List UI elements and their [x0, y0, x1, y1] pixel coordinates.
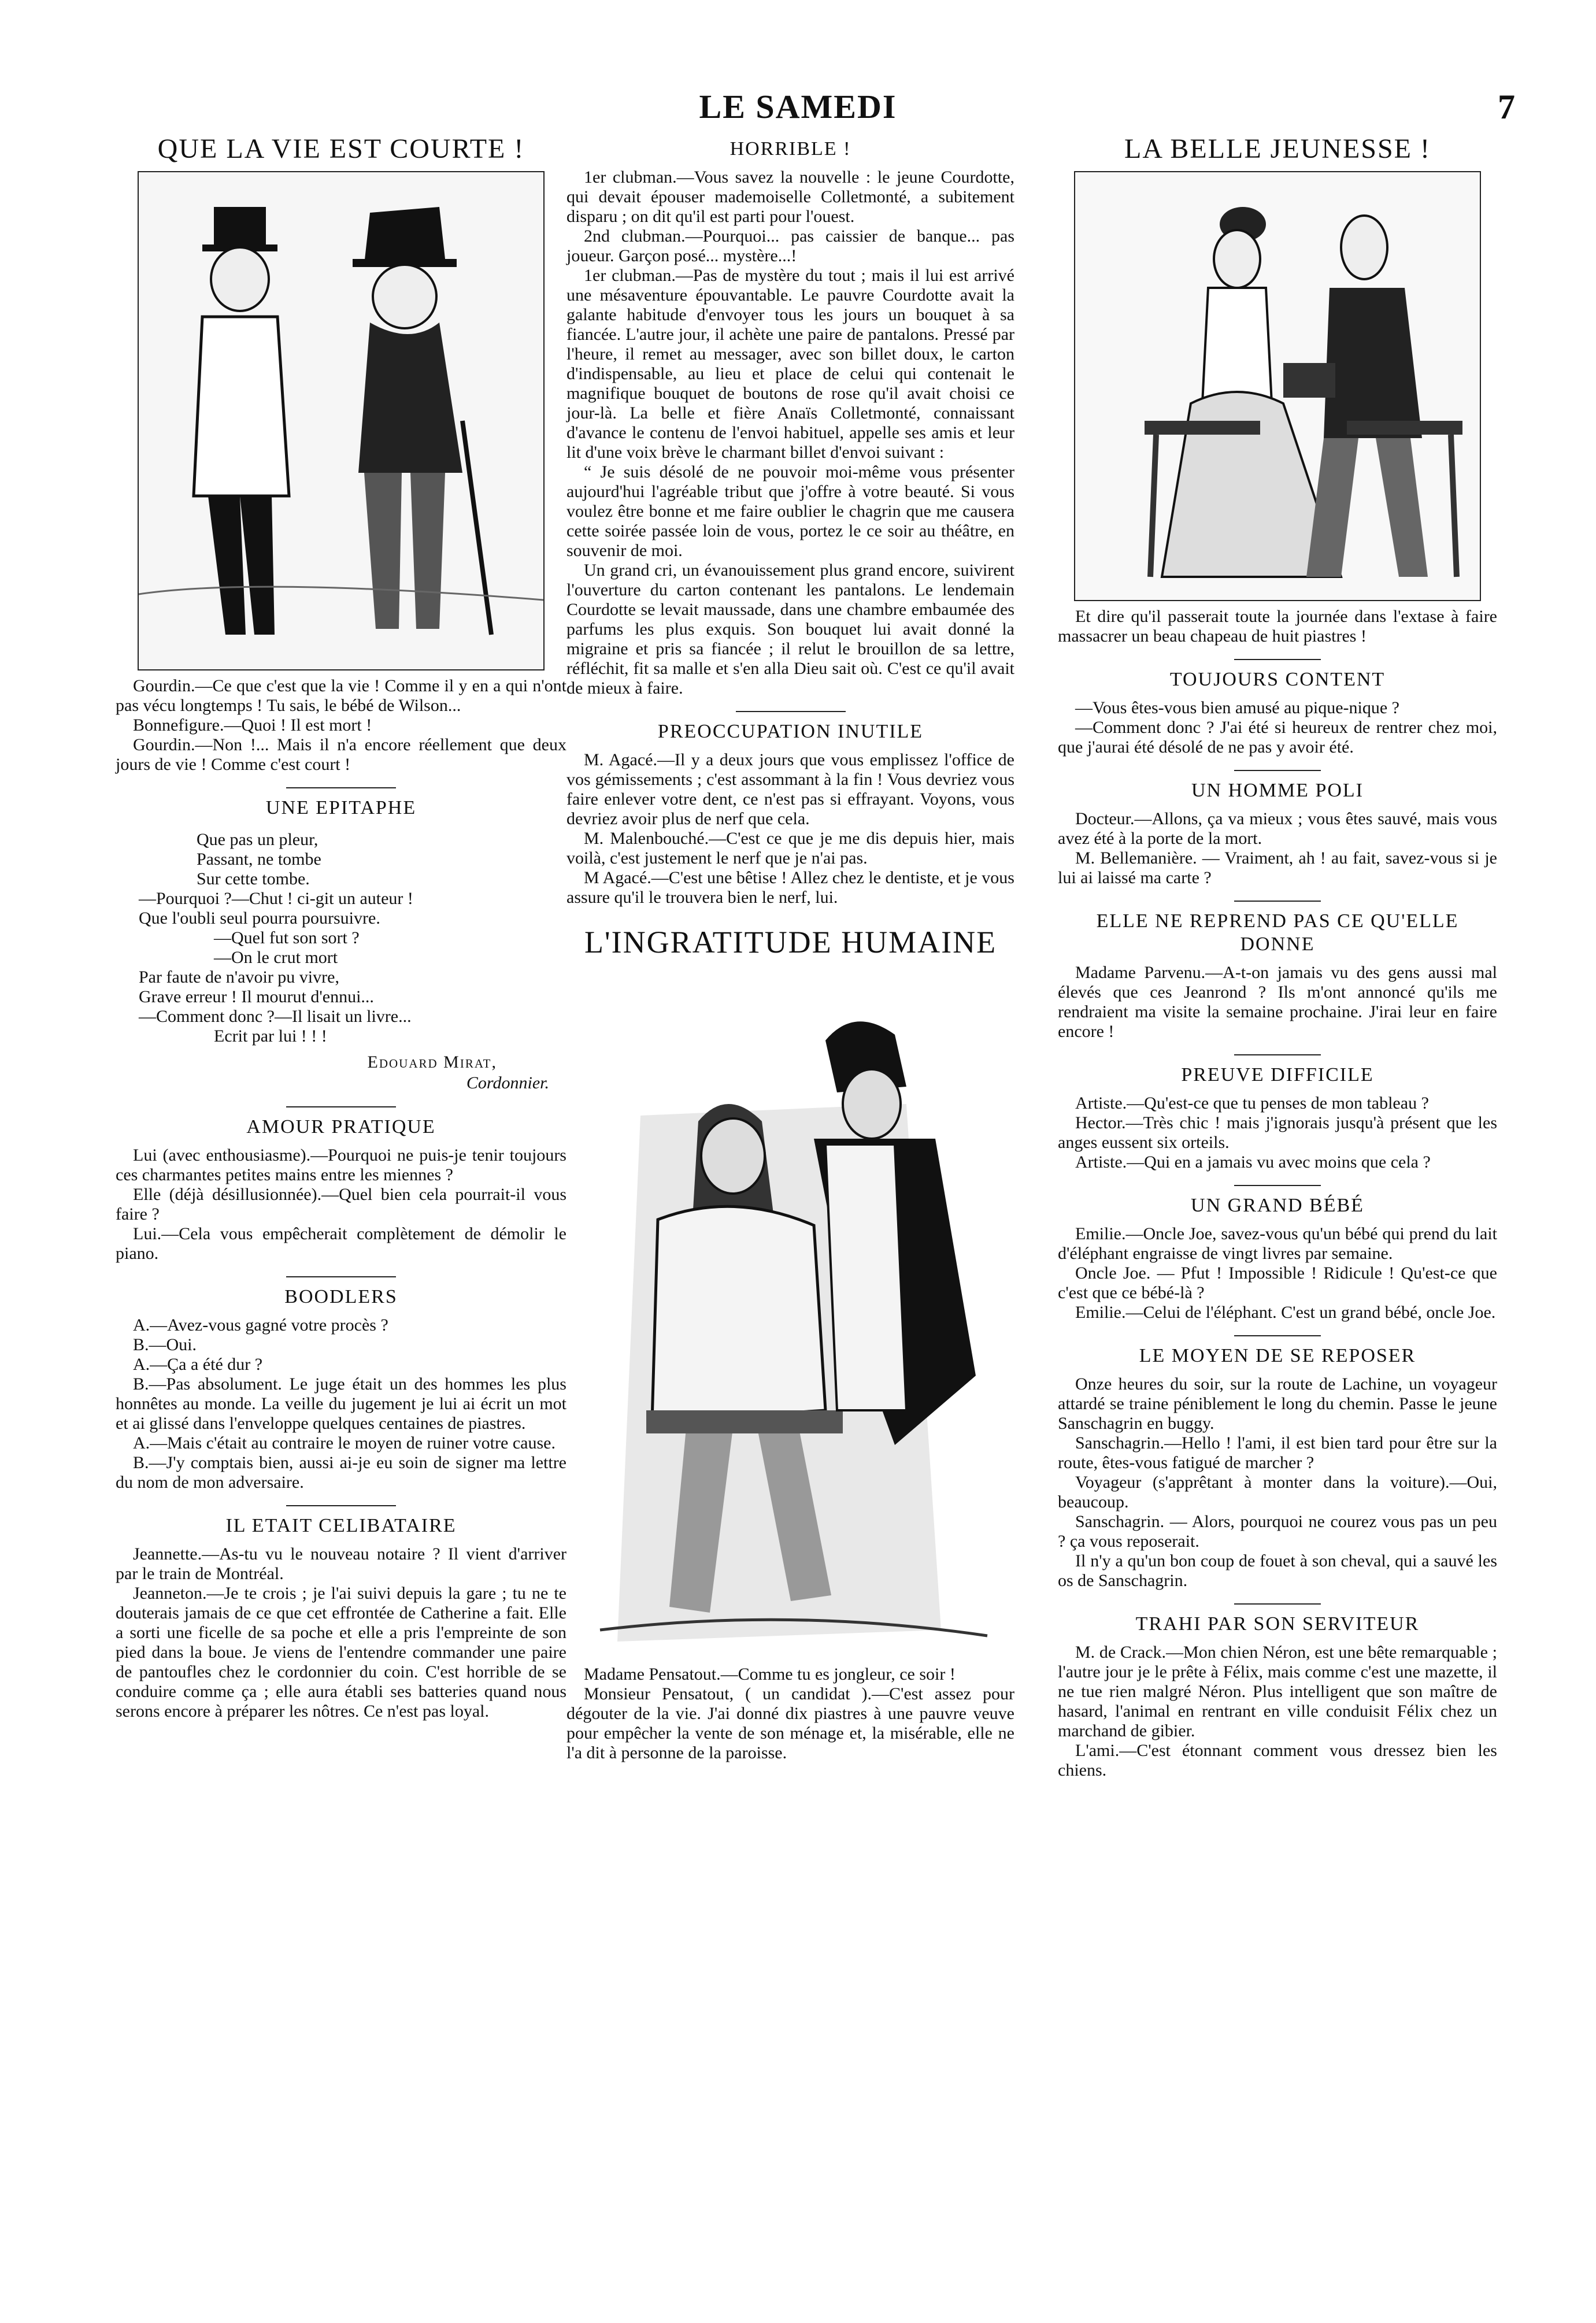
- poem-line: Passant, ne tombe: [197, 850, 321, 869]
- paragraph: Emilie.—Oncle Joe, savez-vous qu'un bébé qui prend du lait d'éléphant engraisse de vingt livres par semaine.: [1058, 1224, 1497, 1263]
- article-title-trahi: TRAHI PAR SON SERVITEUR: [1135, 1613, 1420, 1635]
- article-title-moyen-reposer: LE MOYEN DE SE REPOSER: [1139, 1345, 1416, 1366]
- paragraph: M. Bellemanière. — Vraiment, ah ! au fait, savez-vous si je lui ai laissé ma carte ?: [1058, 849, 1497, 887]
- divider: [286, 1276, 396, 1277]
- paragraph: 1er clubman.—Vous savez la nouvelle : le jeune Courdotte, qui devait épouser mademoiselle Colletmonté, a subitement disparu ; on dit qu'il est parti pour l'ouest.: [566, 168, 1014, 226]
- paragraph: Monsieur Pensatout, ( un candidat ).—C'est assez pour dégouter de la vie. J'ai donné dix piastres à une pauvre veuve pour empêcher la vente de son ménage et, la misérable, elle ne l'a dit à personne de la paroisse.: [566, 1684, 1014, 1762]
- divider: [1234, 1335, 1321, 1336]
- article-title-amour: AMOUR PRATIQUE: [246, 1116, 436, 1138]
- article-title-preuve-difficile: PREUVE DIFFICILE: [1181, 1064, 1374, 1085]
- paragraph: Sanschagrin.—Hello ! l'ami, il est bien tard pour être sur la route, êtes-vous fatigué de marcher ?: [1058, 1433, 1497, 1472]
- paragraph: Lui.—Cela vous empêcherait complètement de démolir le piano.: [116, 1224, 566, 1263]
- illustration-two-gentlemen: [138, 171, 545, 670]
- paragraph: B.—Pas absolument. Le juge était un des hommes les plus honnêtes au monde. La veille du jugement je lui ai écrit un mot et ai glissé dans l'enveloppe quelques centaines de piastres.: [116, 1374, 566, 1433]
- column-right: [1058, 133, 1497, 1780]
- divider: [1234, 1185, 1321, 1186]
- paragraph: Gourdin.—Non !... Mais il n'a encore réellement que deux jours de vie ! Comme c'est court !: [116, 735, 566, 774]
- article-title-boodlers: BOODLERS: [284, 1286, 398, 1307]
- paragraph: M. Agacé.—Il y a deux jours que vous emplissez l'office de vos gémissements ; c'est assommant à la fin ! Vous devriez vous faire enlever votre dent, ce n'est pas si effrayant. Voyons, vous devriez avoir plus de nerf que cela.: [566, 750, 1014, 828]
- paragraph: B.—J'y comptais bien, aussi ai-je eu soin de signer ma lettre du nom de mon adversaire.: [116, 1453, 566, 1492]
- poem-line: —On le crut mort: [214, 948, 338, 967]
- paragraph: B.—Oui.: [133, 1335, 197, 1354]
- article-title-que-la-vie: QUE LA VIE EST COURTE !: [157, 134, 525, 164]
- article-title-ne-reprend-pas: ELLE NE REPREND PAS CE QU'ELLE DONNE: [1096, 910, 1459, 955]
- paragraph: Onze heures du soir, sur la route de Lachine, un voyageur attardé se traine péniblement le long du chemin. Passe le jeune Sanschagrin en buggy.: [1058, 1374, 1497, 1433]
- author-role: Cordonnier.: [466, 1073, 549, 1092]
- paragraph: L'ami.—C'est étonnant comment vous dressez bien les chiens.: [1058, 1741, 1497, 1780]
- paragraph: Voyageur (s'apprêtant à monter dans la voiture).—Oui, beaucoup.: [1058, 1473, 1497, 1511]
- paragraph: Artiste.—Qui en a jamais vu avec moins que cela ?: [1075, 1153, 1431, 1172]
- article-title-belle-jeunesse: LA BELLE JEUNESSE !: [1124, 134, 1431, 164]
- engraving-couple: [583, 971, 999, 1659]
- article-title-celibataire: IL ETAIT CELIBATAIRE: [225, 1515, 457, 1536]
- paragraph: M. de Crack.—Mon chien Néron, est une bête remarquable ; l'autre jour je le prête à Félix, mais comme c'est une mazette, il ne tue rien malgré Néron. Plus intelligent que son maître de hasard, l'animal en rentrant en ville conduisit Félix chez un marchand de gibier.: [1058, 1643, 1497, 1740]
- paragraph: Oncle Joe. — Pfut ! Impossible ! Ridicule ! Qu'est-ce que c'est que ce bébé-là ?: [1058, 1264, 1497, 1302]
- engraving-two-men: [139, 172, 543, 669]
- illustration-young-couple: [1074, 171, 1481, 601]
- poem-line: Grave erreur ! Il mourut d'ennui...: [139, 987, 374, 1006]
- article-title-ingratitude: L'INGRATITUDE HUMAINE: [584, 925, 997, 959]
- paragraph: 2nd clubman.—Pourquoi... pas caissier de banque... pas joueur. Garçon posé... mystère...!: [566, 227, 1014, 265]
- paragraph: —Vous êtes-vous bien amusé au pique-nique ?: [1075, 698, 1399, 717]
- column-middle: [566, 133, 1014, 1763]
- poem-line: Que l'oubli seul pourra poursuivre.: [139, 909, 380, 928]
- paragraph: Jeanneton.—Je te crois ; je l'ai suivi depuis la gare ; tu ne te douterais jamais de ce que cet effrontée de Catherine a fait. Elle a sorti une ficelle de sa poche et elle a pris l'empreinte de son pied dans la boue. Je viens de l'entendre commander une paire de pantoufles chez le cordonnier du coin. C'est horrible de se conduire comme ça ; elle aura établi ses batteries quand nous serons encore à préparer les nôtres. Ce n'est pas loyal.: [116, 1584, 566, 1721]
- author-name: Edouard Mirat,: [367, 1053, 497, 1072]
- paragraph: A.—Mais c'était au contraire le moyen de ruiner votre cause.: [133, 1433, 556, 1453]
- illustration-couple-seated: [583, 971, 999, 1659]
- paragraph: Il n'y a qu'un bon coup de fouet à son cheval, qui a sauvé les os de Sanschagrin.: [1058, 1551, 1497, 1590]
- paragraph: Elle (déjà désillusionnée).—Quel bien cela pourrait-il vous faire ?: [116, 1185, 566, 1224]
- poem-line: Ecrit par lui ! ! !: [214, 1027, 327, 1046]
- paragraph: Madame Pensatout.—Comme tu es jongleur, ce soir !: [584, 1665, 956, 1684]
- paragraph: Et dire qu'il passerait toute la journée dans l'extase à faire massacrer un beau chapeau de huit piastres !: [1058, 607, 1497, 646]
- poem-line: Que pas un pleur,: [197, 830, 319, 849]
- paragraph: Madame Parvenu.—A-t-on jamais vu des gens aussi mal élevés que ces Jeanrond ? Ils m'ont annoncé qu'ils me rendraient ma visite la semaine prochaine. J'irai leur en faire encore !: [1058, 963, 1497, 1041]
- divider: [1234, 659, 1321, 660]
- column-left: [116, 133, 566, 1721]
- masthead-title: LE SAMEDI: [699, 88, 897, 125]
- divider: [1234, 770, 1321, 771]
- article-title-epitaphe: UNE EPITAPHE: [265, 797, 417, 818]
- paragraph: A.—Avez-vous gagné votre procès ?: [133, 1316, 388, 1335]
- article-title-horrible: HORRIBLE !: [730, 138, 851, 160]
- article-title-homme-poli: UN HOMME POLI: [1191, 780, 1364, 801]
- poem-line: Par faute de n'avoir pu vivre,: [139, 968, 339, 987]
- paragraph: Bonnefigure.—Quoi ! Il est mort !: [133, 716, 372, 735]
- paragraph: Emilie.—Celui de l'éléphant. C'est un grand bébé, oncle Joe.: [1075, 1303, 1496, 1322]
- divider: [286, 787, 396, 788]
- paragraph: Hector.—Très chic ! mais j'ignorais jusqu'à présent que les anges eussent six orteils.: [1058, 1113, 1497, 1152]
- poem-line: —Comment donc ?—Il lisait un livre...: [139, 1007, 412, 1026]
- divider: [736, 711, 846, 712]
- divider: [1234, 1054, 1321, 1055]
- engraving-young-couple: [1075, 172, 1480, 600]
- poem: [116, 830, 566, 1046]
- divider: [1234, 901, 1321, 902]
- paragraph: Jeannette.—As-tu vu le nouveau notaire ? Il vient d'arriver par le train de Montréal.: [116, 1544, 566, 1583]
- divider: [286, 1106, 396, 1107]
- poem-line: —Quel fut son sort ?: [214, 928, 360, 947]
- paragraph: A.—Ça a été dur ?: [133, 1355, 263, 1374]
- paragraph: Un grand cri, un évanouissement plus grand encore, suivirent l'ouverture du carton contenant les pantalons. Le lendemain Courdotte se levait maussade, dans une chambre embaumée des parfums les plus exquis. Son bouquet lui avait donné la migraine et pris sa fiancée ; il relut le brouillon de sa lettre, réfléchit, fit sa malle et s'en alla Dieu sait où. C'est ce qu'il avait de mieux à faire.: [566, 561, 1014, 698]
- paragraph: “ Je suis désolé de ne pouvoir moi-même vous présenter aujourd'hui l'agréable tribut que j'offre à votre beauté. Si vous voulez être bonne et me faire oublier le chagrin que me causera cette soirée passée loin de vous, portez le ce soir au théâtre, en souvenir de moi.: [566, 462, 1014, 560]
- poem-line: —Pourquoi ?—Chut ! ci-git un auteur !: [139, 889, 413, 908]
- divider: [286, 1505, 396, 1506]
- article-title-grand-bebe: UN GRAND BÉBÉ: [1191, 1195, 1364, 1216]
- masthead: [0, 87, 1596, 127]
- poem-signature: [116, 1052, 566, 1094]
- article-title-toujours-content: TOUJOURS CONTENT: [1169, 669, 1386, 690]
- paragraph: M. Malenbouché.—C'est ce que je me dis depuis hier, mais voilà, c'est justement le nerf que je n'ai pas.: [566, 829, 1014, 868]
- paragraph: M Agacé.—C'est une bêtise ! Allez chez le dentiste, et je vous assure qu'il le trouvera bien le nerf, lui.: [566, 868, 1014, 907]
- paragraph: 1er clubman.—Pas de mystère du tout ; mais il lui est arrivé une mésaventure épouvantable. Le pauvre Courdotte avait la galante habitude d'envoyer tous les jours un bouquet à sa fiancée. L'autre jour, il achète une paire de pantalons. Pressé par l'heure, il remet au messager, avec son billet doux, le carton d'indispensable, au lieu et place de celui qui contenait le magnifique bouquet de boutons de rose qu'il avait choisi ce jour-là. La belle et fière Anaïs Colletmonté, connaissant d'avance le contenu de l'envoi habituel, appelle ses amis et leur lit d'une voix brève le charmant billet d'envoi suivant :: [566, 266, 1014, 462]
- paragraph: Sanschagrin. — Alors, pourquoi ne courez vous pas un peu ? ça vous reposerait.: [1058, 1512, 1497, 1551]
- poem-line: Sur cette tombe.: [197, 869, 310, 888]
- paragraph: Artiste.—Qu'est-ce que tu penses de mon tableau ?: [1075, 1094, 1429, 1113]
- page-number: 7: [1498, 88, 1515, 126]
- paragraph: Gourdin.—Ce que c'est que la vie ! Comme il y en a qui n'ont pas vécu longtemps ! Tu sais, le bébé de Wilson...: [116, 676, 566, 715]
- divider: [1234, 1603, 1321, 1605]
- article-title-preoccupation: PREOCCUPATION INUTILE: [657, 721, 924, 742]
- paragraph: Docteur.—Allons, ça va mieux ; vous êtes sauvé, mais vous avez été à la porte de la mort.: [1058, 809, 1497, 848]
- paragraph: —Comment donc ? J'ai été si heureux de rentrer chez moi, que j'aurai été désolé de ne pas y avoir été.: [1058, 718, 1497, 757]
- paragraph: Lui (avec enthousiasme).—Pourquoi ne puis-je tenir toujours ces charmantes petites mains entre les miennes ?: [116, 1146, 566, 1184]
